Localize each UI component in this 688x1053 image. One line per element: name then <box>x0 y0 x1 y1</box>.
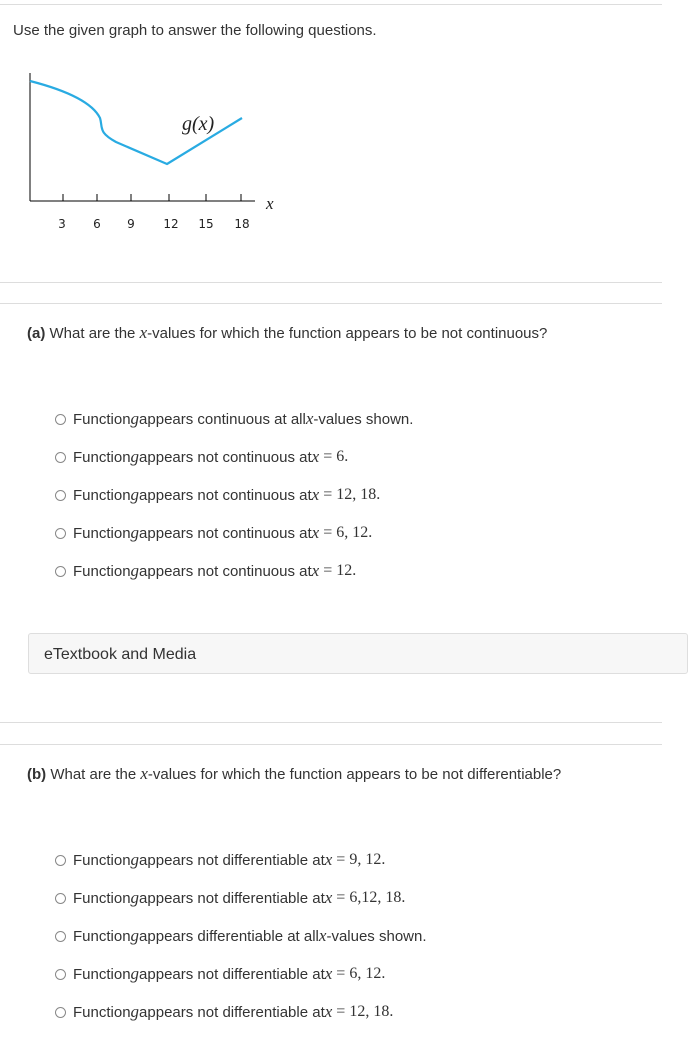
part-label: (b) <box>27 766 47 783</box>
radio-button[interactable] <box>55 931 66 942</box>
tick-label: 15 <box>198 217 214 231</box>
function-graph <box>20 70 274 240</box>
section-divider <box>0 303 662 304</box>
answer-option[interactable]: Function g appears not differentiable at x = 6,12, 18. <box>55 888 405 908</box>
answer-option[interactable]: Function g appears not continuous at x = 12. <box>55 561 356 581</box>
radio-button[interactable] <box>55 893 66 904</box>
tick-label: 6 <box>93 217 101 231</box>
intro-text: Use the given graph to answer the following questions. <box>13 22 377 39</box>
section-divider <box>0 722 662 723</box>
tick-label: 3 <box>58 217 66 231</box>
question-b: (b) What are the x-values for which the function appears to be not differentiable? <box>27 764 562 783</box>
radio-button[interactable] <box>55 855 66 866</box>
radio-button[interactable] <box>55 452 66 463</box>
radio-button[interactable] <box>55 566 66 577</box>
radio-button[interactable] <box>55 969 66 980</box>
section-divider <box>0 282 662 283</box>
answer-option[interactable]: Function g appears not differentiable at x = 9, 12. <box>55 850 385 870</box>
function-label: g(x) <box>182 113 215 135</box>
tick-label: 18 <box>234 217 250 231</box>
radio-button[interactable] <box>55 1007 66 1018</box>
answer-option[interactable]: Function g appears not continuous at x = 12, 18. <box>55 485 380 505</box>
tick-label: 9 <box>127 217 135 231</box>
radio-button[interactable] <box>55 528 66 539</box>
etextbook-media-button[interactable]: eTextbook and Media <box>28 633 688 674</box>
part-label: (a) <box>27 325 46 342</box>
answer-option[interactable]: Function g appears differentiable at all x -values shown. <box>55 926 427 946</box>
x-axis-label: x <box>266 194 274 213</box>
radio-button[interactable] <box>55 414 66 425</box>
answer-option[interactable]: Function g appears not continuous at x = 6. <box>55 447 348 467</box>
radio-button[interactable] <box>55 490 66 501</box>
top-divider <box>0 4 662 5</box>
answer-option[interactable]: Function g appears not continuous at x = 6, 12. <box>55 523 372 543</box>
answer-option[interactable]: Function g appears continuous at all x -values shown. <box>55 409 413 429</box>
answer-option[interactable]: Function g appears not differentiable at x = 12, 18. <box>55 1002 393 1022</box>
tick-label: 12 <box>163 217 179 231</box>
answer-option[interactable]: Function g appears not differentiable at x = 6, 12. <box>55 964 385 984</box>
section-divider <box>0 744 662 745</box>
question-a: (a) What are the x-values for which the function appears to be not continuous? <box>27 323 548 342</box>
